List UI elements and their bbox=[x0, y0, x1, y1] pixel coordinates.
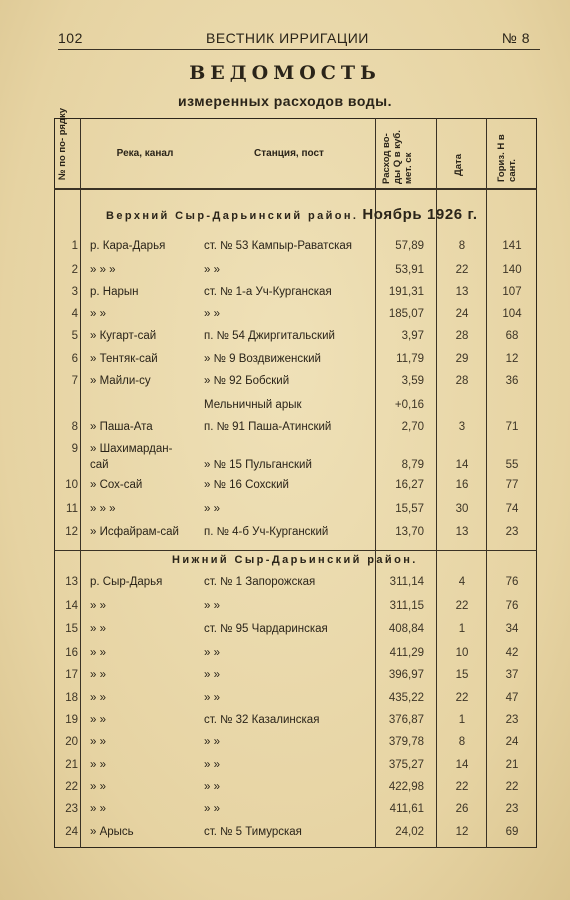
row-river: » » bbox=[90, 600, 106, 612]
row-river: » » » bbox=[90, 264, 116, 276]
row-date: 30 bbox=[455, 503, 469, 515]
row-flow: 411,61 bbox=[389, 803, 424, 815]
row-level: 42 bbox=[505, 647, 519, 659]
col-header-date: Дата bbox=[453, 154, 464, 176]
row-number: 14 bbox=[65, 600, 78, 612]
row-station: » № 9 Воздвиженский bbox=[204, 353, 321, 365]
row-flow: 396,97 bbox=[388, 669, 424, 681]
row-river: » » bbox=[90, 759, 106, 771]
row-flow: 15,57 bbox=[395, 503, 424, 515]
row-number: 11 bbox=[66, 503, 78, 515]
row-number: 16 bbox=[65, 647, 78, 659]
col-header-level: Гориз. Н в сант. bbox=[496, 134, 518, 182]
row-river: » » bbox=[90, 714, 106, 726]
row-number: 13 bbox=[65, 576, 78, 588]
table-row bbox=[54, 692, 537, 714]
row-station: » » bbox=[204, 692, 220, 704]
row-station: » » bbox=[204, 736, 220, 748]
row-number: 3 bbox=[71, 286, 78, 298]
row-date: 14 bbox=[455, 759, 469, 771]
row-flow: 379,78 bbox=[388, 736, 424, 748]
row-level: 23 bbox=[505, 803, 519, 815]
row-station: » » bbox=[204, 264, 220, 276]
row-number: 6 bbox=[71, 353, 78, 365]
row-station: » » bbox=[204, 759, 220, 771]
table-row bbox=[54, 623, 537, 645]
row-flow: 53,91 bbox=[395, 264, 424, 276]
row-river: р. Кара-Дарья bbox=[90, 240, 166, 252]
row-flow: 191,31 bbox=[388, 286, 424, 298]
row-river: р. Нарын bbox=[90, 286, 139, 298]
row-flow: +0,16 bbox=[394, 399, 424, 411]
row-station: » № 15 Пульганский bbox=[204, 459, 312, 471]
col-header-flow: Расход во- ды Q в куб. мет. ск bbox=[381, 130, 414, 184]
row-flow: 13,70 bbox=[395, 526, 424, 538]
region-month: Ноябрь 1926 г. bbox=[362, 206, 478, 223]
row-number: 5 bbox=[71, 330, 78, 342]
row-station: » » bbox=[204, 669, 220, 681]
row-number: 22 bbox=[65, 781, 78, 793]
region-heading bbox=[172, 554, 418, 566]
row-number: 9 bbox=[71, 443, 78, 455]
row-date: 13 bbox=[455, 286, 469, 298]
row-river: » Паша-Ата bbox=[90, 421, 153, 433]
row-level: 36 bbox=[505, 375, 519, 387]
header-rule bbox=[58, 49, 540, 50]
row-level: 34 bbox=[505, 623, 519, 635]
row-date: 28 bbox=[455, 330, 469, 342]
row-station: ст. № 1 Запорожская bbox=[204, 576, 316, 588]
document-subtitle: измеренных расходов воды. bbox=[178, 93, 392, 109]
row-flow: 311,15 bbox=[389, 600, 424, 612]
row-river: сай bbox=[90, 459, 109, 471]
row-date: 26 bbox=[455, 803, 469, 815]
row-flow: 24,02 bbox=[395, 826, 424, 838]
row-number: 18 bbox=[65, 692, 78, 704]
row-flow: 11,79 bbox=[396, 353, 424, 365]
table-row bbox=[54, 308, 537, 330]
row-flow: 8,79 bbox=[401, 459, 424, 471]
row-level: 76 bbox=[505, 600, 519, 612]
row-flow: 16,27 bbox=[395, 479, 424, 491]
row-date: 14 bbox=[455, 459, 469, 471]
table-row bbox=[54, 647, 537, 669]
row-river: » » bbox=[90, 669, 106, 681]
row-level: 77 bbox=[505, 479, 519, 491]
row-level: 21 bbox=[505, 759, 519, 771]
row-level: 104 bbox=[502, 308, 522, 320]
row-date: 8 bbox=[458, 736, 466, 748]
table-row bbox=[54, 503, 537, 525]
row-station: Мельничный арык bbox=[204, 399, 302, 411]
table-row bbox=[54, 781, 537, 803]
page-number: 102 bbox=[58, 30, 83, 46]
row-river: » Арысь bbox=[90, 826, 134, 838]
row-number: 20 bbox=[65, 736, 78, 748]
row-river: » Исфайрам-сай bbox=[90, 526, 179, 538]
row-number: 8 bbox=[71, 421, 78, 433]
table-row bbox=[54, 264, 537, 286]
row-level: 76 bbox=[505, 576, 519, 588]
row-number: 21 bbox=[65, 759, 78, 771]
row-station: ст. № 95 Чардаринская bbox=[204, 623, 328, 635]
row-level: 47 bbox=[505, 692, 519, 704]
row-level: 141 bbox=[502, 240, 522, 252]
row-river: » » » bbox=[90, 503, 116, 515]
row-level: 55 bbox=[505, 459, 519, 471]
row-number: 10 bbox=[65, 479, 78, 491]
row-date: 29 bbox=[455, 353, 469, 365]
row-date: 22 bbox=[455, 264, 469, 276]
journal-title: ВЕСТНИК ИРРИГАЦИИ bbox=[206, 30, 369, 46]
row-date: 22 bbox=[455, 600, 469, 612]
row-level: 74 bbox=[505, 503, 519, 515]
table-row bbox=[54, 286, 537, 308]
row-flow: 435,22 bbox=[388, 692, 424, 704]
row-number: 24 bbox=[65, 826, 78, 838]
row-river: » Кугарт-сай bbox=[90, 330, 157, 342]
row-river: » Сох-сай bbox=[90, 479, 143, 491]
row-date: 1 bbox=[458, 623, 466, 635]
row-date: 4 bbox=[458, 576, 466, 588]
col-header-num: № по по- рядку bbox=[57, 107, 68, 180]
row-date: 22 bbox=[455, 781, 469, 793]
row-level: 24 bbox=[505, 736, 519, 748]
row-river: » » bbox=[90, 803, 106, 815]
row-flow: 311,14 bbox=[389, 576, 424, 588]
row-river: » » bbox=[90, 308, 106, 320]
row-level: 71 bbox=[505, 421, 519, 433]
row-flow: 422,98 bbox=[388, 781, 424, 793]
table-row bbox=[54, 736, 537, 758]
row-number: 2 bbox=[71, 264, 78, 276]
row-date: 12 bbox=[455, 826, 469, 838]
table-row bbox=[54, 399, 537, 421]
row-station: » № 92 Бобский bbox=[204, 375, 290, 387]
row-flow: 375,27 bbox=[388, 759, 424, 771]
region-label: Нижний Сыр-Дарьинский район. bbox=[172, 554, 418, 566]
header-separator bbox=[54, 188, 537, 190]
table-row bbox=[54, 826, 537, 848]
table-row bbox=[54, 759, 537, 781]
region-separator bbox=[54, 550, 537, 551]
col-header-station: Станция, пост bbox=[254, 148, 324, 159]
row-river: » » bbox=[90, 781, 106, 793]
row-river: » » bbox=[90, 736, 106, 748]
row-river: » » bbox=[90, 647, 106, 659]
flow-table bbox=[54, 107, 537, 848]
row-number: 23 bbox=[65, 803, 78, 815]
table-row bbox=[54, 803, 537, 825]
table-row bbox=[54, 459, 537, 481]
row-number: 1 bbox=[71, 240, 78, 252]
row-date: 1 bbox=[458, 714, 466, 726]
row-number: 7 bbox=[71, 375, 78, 387]
row-number: 17 bbox=[65, 669, 78, 681]
row-number: 19 bbox=[65, 714, 78, 726]
table-row bbox=[54, 714, 537, 736]
table-row bbox=[54, 526, 537, 548]
row-flow: 408,84 bbox=[388, 623, 424, 635]
row-station: » » bbox=[204, 600, 220, 612]
row-date: 22 bbox=[455, 692, 469, 704]
row-river: » Майли-су bbox=[90, 375, 151, 387]
row-level: 22 bbox=[505, 781, 519, 793]
table-row bbox=[54, 576, 537, 598]
row-level: 68 bbox=[505, 330, 519, 342]
row-station: » » bbox=[204, 647, 220, 659]
running-header bbox=[58, 30, 530, 50]
row-station: ст. № 1‑а Уч-Курганская bbox=[204, 286, 332, 298]
row-level: 69 bbox=[505, 826, 519, 838]
row-level: 37 bbox=[505, 669, 519, 681]
row-number: 12 bbox=[65, 526, 78, 538]
row-station: ст. № 53 Кампыр-Раватская bbox=[204, 240, 352, 252]
document-title: ВЕДОМОСТЬ bbox=[189, 62, 381, 84]
row-level: 107 bbox=[502, 286, 522, 298]
row-level: 140 bbox=[502, 264, 522, 276]
table-row bbox=[54, 669, 537, 691]
row-date: 8 bbox=[458, 240, 466, 252]
col-header-river: Река, канал bbox=[116, 148, 174, 159]
table-row bbox=[54, 240, 537, 262]
issue-number: № 8 bbox=[501, 30, 530, 46]
row-date: 3 bbox=[458, 421, 466, 433]
row-date: 10 bbox=[455, 647, 469, 659]
row-date: 24 bbox=[455, 308, 469, 320]
table-row bbox=[54, 421, 537, 443]
row-level: 23 bbox=[505, 714, 519, 726]
table-row bbox=[54, 479, 537, 501]
row-river: » Тентяк-сай bbox=[90, 353, 158, 365]
row-station: ст. № 32 Казалинская bbox=[204, 714, 320, 726]
row-station: п. № 54 Джиргитальский bbox=[204, 330, 335, 342]
row-flow: 2,70 bbox=[401, 421, 424, 433]
row-river: » » bbox=[90, 623, 106, 635]
row-station: » » bbox=[204, 503, 220, 515]
row-station: » » bbox=[204, 308, 220, 320]
row-flow: 57,89 bbox=[395, 240, 424, 252]
table-row bbox=[54, 375, 537, 397]
row-station: » » bbox=[204, 803, 220, 815]
row-station: » № 16 Сохский bbox=[204, 479, 289, 491]
region-heading bbox=[106, 206, 478, 223]
region-label: Верхний Сыр-Дарьинский район. bbox=[106, 210, 359, 222]
row-river: р. Сыр-Дарья bbox=[90, 576, 163, 588]
row-station: ст. № 5 Тимурская bbox=[204, 826, 302, 838]
row-level: 12 bbox=[505, 353, 519, 365]
row-flow: 3,97 bbox=[401, 330, 424, 342]
row-river: » » bbox=[90, 692, 106, 704]
row-flow: 411,29 bbox=[389, 647, 424, 659]
row-number: 4 bbox=[71, 308, 78, 320]
row-number: 15 bbox=[65, 623, 78, 635]
row-station: п. № 4-б Уч-Курганский bbox=[204, 526, 329, 538]
row-station: п. № 91 Паша-Атинский bbox=[204, 421, 332, 433]
row-flow: 376,87 bbox=[388, 714, 424, 726]
table-row bbox=[54, 330, 537, 352]
row-station: » » bbox=[204, 781, 220, 793]
row-river: » Шахимардан- bbox=[90, 443, 173, 455]
table-row bbox=[54, 600, 537, 622]
row-flow: 185,07 bbox=[388, 308, 424, 320]
row-date: 16 bbox=[455, 479, 469, 491]
row-level: 23 bbox=[505, 526, 519, 538]
row-date: 28 bbox=[455, 375, 469, 387]
row-flow: 3,59 bbox=[401, 375, 424, 387]
row-date: 15 bbox=[455, 669, 469, 681]
table-row bbox=[54, 353, 537, 375]
row-date: 13 bbox=[455, 526, 469, 538]
